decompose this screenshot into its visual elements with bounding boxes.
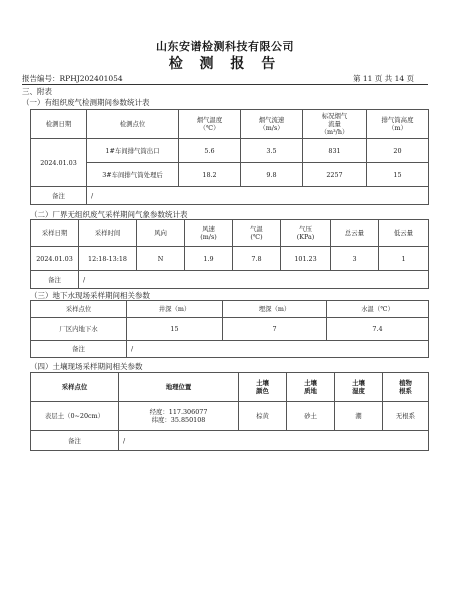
header-cell: 气压 (KPa) — [281, 220, 331, 247]
header-cell: 土壤 质地 — [287, 373, 335, 402]
note-row — [31, 431, 429, 451]
section2-title: （二）厂界无组织废气采样期间气象参数统计表 — [30, 210, 188, 219]
note-row — [31, 187, 429, 205]
date-cell: 2024.01.03 — [31, 139, 87, 187]
header-cell: 采样日期 — [31, 220, 79, 247]
header-cell: 埋深（m） — [223, 301, 327, 318]
organized-exhaust-table — [30, 109, 429, 205]
appendix-heading: 三、附表 — [22, 87, 52, 96]
table-cell: 2257 — [303, 163, 367, 187]
table-header-row — [31, 301, 429, 318]
header-cell: 风向 — [137, 220, 185, 247]
section4-title: （四）土壤现场采样期间相关参数 — [30, 362, 143, 371]
table-cell: 1#车间排气筒出口 — [87, 139, 179, 163]
note-label: 备注 — [31, 341, 127, 358]
header-cell: 总云量 — [331, 220, 379, 247]
header-cell: 采样点位 — [31, 373, 119, 402]
table-row — [31, 139, 429, 163]
header-cell: 检测日期 — [31, 110, 87, 139]
header-cell: 标况烟气 流量 （m³/h） — [303, 110, 367, 139]
note-value: / — [79, 271, 429, 289]
header-cell: 排气筒高度 （m） — [367, 110, 429, 139]
note-label: 备注 — [31, 271, 79, 289]
report-number: 报告编号：RPHJ202401054 — [22, 74, 123, 83]
header-cell: 气温 (℃) — [233, 220, 281, 247]
header-divider — [22, 84, 428, 85]
note-value: / — [119, 431, 429, 451]
table-cell: 20 — [367, 139, 429, 163]
soil-params-table — [30, 372, 429, 451]
table-cell: 7.4 — [327, 318, 429, 341]
table-cell: 1 — [379, 247, 429, 271]
header-cell: 烟气流速 （m/s） — [241, 110, 303, 139]
company-name: 山东安谱检测科技有限公司 — [156, 40, 294, 53]
note-label: 备注 — [31, 431, 119, 451]
header-cell: 植物 根系 — [383, 373, 429, 402]
table-cell: 5.6 — [179, 139, 241, 163]
table-row — [31, 163, 429, 187]
table-cell: 15 — [127, 318, 223, 341]
table-cell: 3.5 — [241, 139, 303, 163]
header-cell: 检测点位 — [87, 110, 179, 139]
table-row — [31, 402, 429, 431]
table-cell: 2024.01.03 — [31, 247, 79, 271]
table-cell: 潮 — [335, 402, 383, 431]
table-cell: 7 — [223, 318, 327, 341]
groundwater-params-table — [30, 300, 429, 358]
table-cell: 12:18-13:18 — [79, 247, 137, 271]
table-cell: 9.8 — [241, 163, 303, 187]
table-cell: 3 — [331, 247, 379, 271]
table-cell: 101.23 — [281, 247, 331, 271]
table-row — [31, 318, 429, 341]
table-header-row — [31, 373, 429, 402]
section3-title: （三）地下水现场采样期间相关参数 — [30, 291, 150, 300]
table-cell: 15 — [367, 163, 429, 187]
table-cell: 7.8 — [233, 247, 281, 271]
table-cell: 无根系 — [383, 402, 429, 431]
header-cell: 井深（m） — [127, 301, 223, 318]
section1-title: （一）有组织废气检测期间参数统计表 — [22, 98, 150, 107]
note-label: 备注 — [31, 187, 87, 205]
table-cell: 18.2 — [179, 163, 241, 187]
page-number: 第 11 页 共 14 页 — [352, 74, 414, 83]
table-row — [31, 247, 429, 271]
table-cell: 棕黄 — [239, 402, 287, 431]
table-cell: 831 — [303, 139, 367, 163]
table-header-row — [31, 110, 429, 139]
table-cell: 经度：117.306077 纬度：35.850108 — [119, 402, 239, 431]
note-row — [31, 341, 429, 358]
note-value: / — [87, 187, 429, 205]
table-header-row — [31, 220, 429, 247]
table-cell: 1.9 — [185, 247, 233, 271]
table-cell: 砂土 — [287, 402, 335, 431]
table-cell: 厂区内地下水 — [31, 318, 127, 341]
report-title: 检 测 报 告 — [168, 56, 282, 72]
table-cell: N — [137, 247, 185, 271]
table-cell: 3#车间排气筒处理后 — [87, 163, 179, 187]
header-cell: 土壤 颜色 — [239, 373, 287, 402]
note-value: / — [127, 341, 429, 358]
header-cell: 采样时间 — [79, 220, 137, 247]
header-cell: 采样点位 — [31, 301, 127, 318]
table-cell: 表层土（0~20cm） — [31, 402, 119, 431]
note-row — [31, 271, 429, 289]
header-cell: 低云量 — [379, 220, 429, 247]
header-cell: 土壤 湿度 — [335, 373, 383, 402]
header-cell: 烟气温度 （℃） — [179, 110, 241, 139]
header-cell: 风速 (m/s) — [185, 220, 233, 247]
weather-params-table — [30, 219, 429, 289]
header-cell: 地理位置 — [119, 373, 239, 402]
header-cell: 水温（℃） — [327, 301, 429, 318]
